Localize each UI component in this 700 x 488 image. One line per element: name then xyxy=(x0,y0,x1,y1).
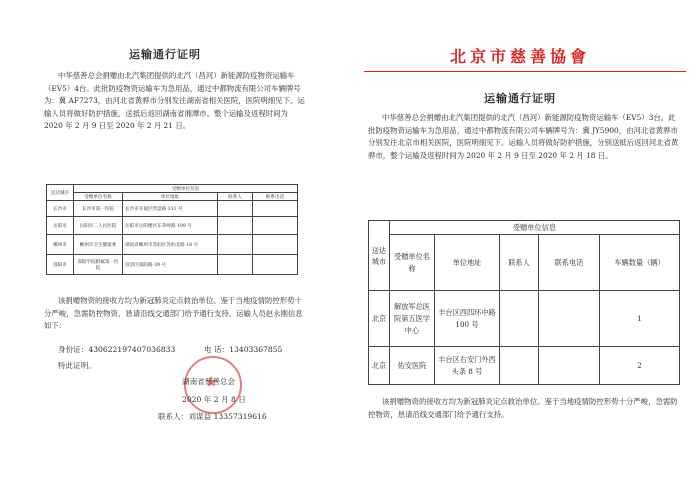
table-header: 联系电话 xyxy=(253,193,298,201)
cell-city: 北京 xyxy=(369,291,390,347)
left-document xyxy=(6,4,324,484)
table-row xyxy=(369,347,680,385)
cell-city: 北京 xyxy=(369,347,390,385)
left-recipient-table xyxy=(46,184,298,275)
cell-address: 长沙市开福区营盘路 311 号 xyxy=(123,201,218,217)
left-paragraph-1: 中华慈善总会捐赠由北汽集团提供的北汽（昌河）新能源防疫物资运输车（EV5）4台。此批防疫物资运输车为急用品，通过中都物流有限公司车辆牌号为：冀 AF7273，由河北省黄骅市分别发往湖南省相关医院，医院明细见下。运输人员将做好防护措施，送抵后返回湖南省湘潭市。整个运输及返程时间为 2020 年 2 月 9 日至 2020 年 2 月 21 日。 xyxy=(44,71,305,131)
table-header: 受赠单位名称 xyxy=(390,235,435,291)
cell-city: 长沙市 xyxy=(47,201,74,217)
table-header: 受赠单位名称 xyxy=(74,193,123,201)
table-header: 联系电话 xyxy=(539,235,600,291)
table-header: 单位地址 xyxy=(435,235,500,291)
phone-value: 13403367855 xyxy=(229,345,283,354)
cell-address: 湖南省郴州市苏仙区苏仙北路 18 号 xyxy=(123,235,218,255)
association-letterhead: 北京市慈善協會 xyxy=(449,47,590,66)
contact-phone: 13357319616 xyxy=(213,412,267,421)
table-header: 受赠单位信息 xyxy=(390,221,680,235)
cell-phone xyxy=(253,255,298,275)
id-label: 身份证： xyxy=(58,345,89,354)
right-recipient-table xyxy=(368,220,680,385)
cell-contact xyxy=(500,291,539,347)
cell-contact xyxy=(500,347,539,385)
table-header: 送达城市 xyxy=(369,221,390,291)
cell-city: 郴州市 xyxy=(47,235,74,255)
right-paragraph-1: 中华慈善总会捐赠由北汽集团提供的北汽（昌河）新能源防疫物资运输车（EV5）3台。此批防疫物资运输车为急用品，通过中都物流有限公司车辆牌号为：冀 JY5900，由河北省黄骅市分别发往北京市相关医院，医院明细见下。运输人员将做好防护措施，分别送抵后返回河北省黄骅市，整个运输及返程时间为 2020 年 2 月 9 日至 2020 年 2 月 18 日。 xyxy=(368,113,679,160)
cell-unit: 佑安医院 xyxy=(390,347,435,385)
table-row xyxy=(47,201,298,217)
table-row xyxy=(369,291,680,347)
cell-contact xyxy=(218,235,253,255)
table-header: 单位地址 xyxy=(123,193,218,201)
phone-line xyxy=(204,344,282,355)
table-header: 受赠单位信息 xyxy=(74,185,298,193)
cell-city: 邵阳市 xyxy=(47,255,74,275)
table-header: 联系人 xyxy=(218,193,253,201)
cell-unit: 邵阳学院附属第一医院 xyxy=(74,255,123,275)
table-header: 联系人 xyxy=(500,235,539,291)
cell-phone xyxy=(253,201,298,217)
cell-phone xyxy=(253,235,298,255)
cell-unit: 解放军总医院第五医学中心 xyxy=(390,291,435,347)
right-document xyxy=(346,4,694,484)
contact-name: 刘谋益 xyxy=(188,412,212,421)
right-title: 运输通行证明 xyxy=(484,92,556,105)
cell-city: 岳阳市 xyxy=(47,217,74,235)
letterhead-rule xyxy=(364,71,686,72)
table-row xyxy=(47,235,298,255)
contact-line xyxy=(158,411,267,422)
cell-contact xyxy=(218,255,253,275)
right-paragraph-2: 该捐赠物资的接收方均为新冠肺炎定点救治单位。鉴于当地疫情防控形势十分严峻，急需防控物资，恳请沿线交通部门给予通行支持。 xyxy=(368,397,678,419)
cell-contact xyxy=(218,217,253,235)
cell-address: 丰台区右安门外西头条 8 号 xyxy=(435,347,500,385)
cell-phone xyxy=(539,291,600,347)
page-gap xyxy=(326,0,344,488)
cell-unit: 郴州市卫生健康委 xyxy=(74,235,123,255)
cell-address: 丰台区西四环中路 100 号 xyxy=(435,291,500,347)
left-title: 运输通行证明 xyxy=(129,48,201,61)
cell-unit: 长沙市第一医院 xyxy=(74,201,123,217)
cell-phone xyxy=(539,347,600,385)
closing-text: 特此证明。 xyxy=(58,361,96,370)
cell-address: 双清区邵阳路 39 号 xyxy=(123,255,218,275)
table-row xyxy=(47,217,298,235)
phone-label: 电 话： xyxy=(204,345,230,354)
id-line xyxy=(58,344,175,355)
cell-vehicle-count: 2 xyxy=(600,347,680,385)
table-row xyxy=(47,255,298,275)
issue-date: 2020 年 2 月 8 日 xyxy=(182,395,246,404)
left-paragraph-2: 该捐赠物资的接收方均为新冠肺炎定点救治单位。鉴于当地疫情防控形势十分严峻，急需防控物资，恳请沿线交通部门给予通行支持。运输人员赵永刚信息如下： xyxy=(44,296,303,331)
contact-label: 联系人： xyxy=(158,412,189,421)
table-header: 车辆数量（辆） xyxy=(600,235,680,291)
cell-unit: 岳阳市二人民医院 xyxy=(74,217,123,235)
cell-contact xyxy=(218,201,253,217)
cell-phone xyxy=(253,217,298,235)
issuing-organization: 湖南省慈善总会 xyxy=(182,377,236,386)
cell-vehicle-count: 1 xyxy=(600,291,680,347)
cell-address: 岳阳市岳阳楼区东茅岭路 199 号 xyxy=(123,217,218,235)
table-header: 送达城市 xyxy=(47,185,74,201)
id-value: 430622197407036833 xyxy=(88,345,176,354)
